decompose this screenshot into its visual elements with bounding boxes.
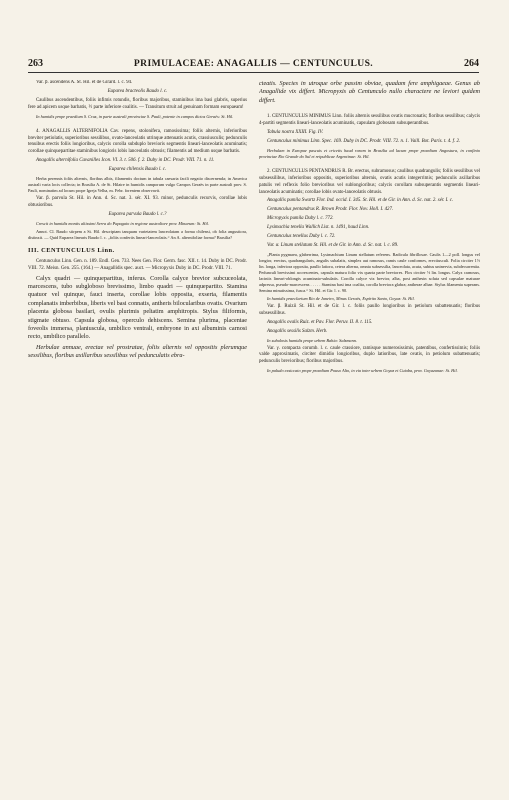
text-paragraph: Caulibus ascendentibus, foliis infimis rotundis, floribus majoribus, staminibus ima basi glabris, superius fere ad apicem usque barbatis, ½ parte inferiore coalitis. — Transitum struit ad genuinam formam europaeam! xyxy=(28,97,247,110)
text-paragraph: Calyx quadri — quinquepartitus, inferus. Corolla calyce brevior subcuceolata, marcescens, tubo subgloboso brevissimo, limbo quadri — quinquepartito. Stamina quatuor vel quinque, fauci inserta, corollae lobis opposita, exserta, filamentis complanatis imberbibus, liberis vel basi connatis, antheris bilocularibus ovatis. Ovarium placenta globosa basilari, ovulis plurimis peltatim amphitropis. Stylus filiformis, stigmate obtuso. Capsula globosa, operculo dehiscens. Semina plurima, placentae foveolis immersa, planiuscula, umbilico ventrali, embryone in axi albuminis carnosi recto, umbilico parallelo. xyxy=(28,274,247,341)
text-paragraph: Lysimachia tenella Wallich List. n. 1491, haud Linn. xyxy=(267,225,370,231)
paragraph-gap xyxy=(28,122,247,127)
text-paragraph: Var. β. Ruizii St. Hil. et de Gir. l. c. foliis paullo longioribus in petiolum subattenuatis; floribus subsessilibus. xyxy=(259,303,480,316)
text-paragraph: Anagallis alternifolia Cavanilles Icon. VI. 3. t. 506. f. 2. Duby in DC. Prodr. VIII. 71. n. 11. xyxy=(36,158,215,164)
left-column xyxy=(28,80,247,363)
text-paragraph: Anagallis pumila Swartz Flor. Ind. occid. I. 345. St. Hil. et de Gir. in Ann. d. Sc. nat. 2. sér. I. c. xyxy=(267,198,454,204)
text-paragraph: Crescit in humidis montis altissimi Serra do Papagaio in regione australiore prov. Minarum: St. Hil. xyxy=(36,220,209,226)
text-paragraph: In subulosis humidis prope urbem Bahia: Salzmann. xyxy=(267,337,357,343)
text-paragraph: Tabula nostra XXIII. Fig. IV. xyxy=(267,130,324,136)
text-paragraph: Herbulam in Europae pascuis et cricetis haud raram in Brasilia ad lacum prope praedium Angostura, in confinio provinciae Rio Grande do Sul et reipublicae Argentinae: St. Hil. xyxy=(259,147,480,159)
section-heading: III. CENTUNCULUS Linn. xyxy=(28,246,115,254)
paragraph-gap xyxy=(259,107,480,112)
text-paragraph: Centunculus minimus Linn. Spec. 169. Duby in DC. Prodr. VIII. 72. n. 1. Vaill. Bot. Paris. t. 4. f. 2. xyxy=(267,138,461,144)
text-paragraph: „Planta pygmaea, glaberrima, Lysimachium Linum stellatum referens. Radicula fibrillosae. Caulis 1—2 poll. longus vel longior, erectus, quadrangularis, angulis subalatis, simplex aut ramosus, ramis caule conformes, erectiusculi. Folia circiter 1½ lin. longa, inferiora opposita, paullo latiora, cetera alterna, omnia subsessilia, lanceolata, acuta, subtus uninervia, subdecurrentia. Pedunculi brevissimi accrescentes, capsula matura folio vix quarta parte breviores. Flos circiter ½ lin. longus. Calyx carnosus, laciniis lineari-oblongis acuminato-subulatis. Corolla calyce vix brevior, alba, post anthesin soluta sed capsulae maturae adpressa, pseudo-marcescens . . . . . Stamina basi ima coalita, corolla breviora glabra; antherae albae. Stylus filamenta superans. Semina minutissima, fusca.“ St. Hil. et Gir. l. c. 90. xyxy=(259,251,480,293)
text-paragraph: Euparea parvula Baudo l. c.? xyxy=(108,211,167,217)
text-paragraph: Var. β. ascendens A. St. Hil. et de Girard. l. c. 94. xyxy=(36,80,133,85)
text-paragraph: 1. CENTUNCULUS MINIMUS Linn. foliis alternis sessilibus ovatis mucronatis; floribus sessilibus; calycis 4-partiti segmentis lineari-lanceolatis acuminatis, capsulam globosam subsuperantibus. xyxy=(259,114,480,127)
text-paragraph: Anagallis ovalis Ruiz. et Pav. Flor. Peruv. II. 8. t. 115. xyxy=(267,319,373,325)
text-paragraph: Var. α. Linum stellatum St. Hil. et de Gir. in Ann. d. Sc. nat. l. c. 89. xyxy=(267,243,399,248)
text-paragraph: Herba perennis foliis alternis, floribus albis, filamentis doctum in tabula caesaria facili negatio discernenda; in America australi varia locis collecta; in Brasilia A. de St. Hilaire in humidis camporum vulgo Campos Geraës in parte australi prov. S. Pauli, nominatim ad locum prope Igreja Velha, m. Febr. forentem observavit. xyxy=(28,176,247,194)
text-paragraph: In humidis prope praedium S. Cruz, in parte australi provinciae S. Pauli, potente in campos dictos Geraës: St. Hil. xyxy=(36,113,234,119)
text-paragraph: Euparea bracteolis Baudo l. c. xyxy=(107,88,168,94)
text-paragraph: 2. CENTUNCULUS PENTANDRUS R. Br. erectus, subramosus; caulibus quadrangulis; foliis sessilibus vel subsessilibus, inferioribus oppositis, superioribus alternis, ovatis acutis integerrimis; pedunculis axillaribus patulis vel reflexis folio brevioribus vel sublongioribus; calycis corollam subsuperantis segmentis lineari-lanceolatis acuminatis; corollae lobis ovato-lanceolatis obtusis. xyxy=(259,168,480,195)
text-paragraph: Annot. Cl. Baudo stirpem a St. Hil. descriptam tanquam varietatem lanceolatam a forma chilensi, ob folia angustiora, distinxit. — Quid Euparea linearis Baudo l. c. „foliis confertis lineari-lanceolatis.“ An A. alternifoliae forma? Brasilia? xyxy=(28,228,247,240)
text-paragraph: Herbulae annuae, erectae vel prostratae, foliis alternis vel oppositis plerumque sessilibus, floribus axillaribus sessilibus vel pedunculatis ebra- xyxy=(28,343,247,360)
text-paragraph: In paludo exsiccato prope praedium Pouso Alto, in via inter urbem Goyaz et Cuiaba, prov. Goyazanae: St. Hil. xyxy=(267,368,458,374)
text-paragraph: cteatis. Species in utroque orbe passim obviae, quadam fere amphigaeae. Genus ab Anagallide vix differt. Micropyxis ab Centunculo nullo charactere ne leviori quidem differt. xyxy=(259,80,480,104)
page-number-left: 263 xyxy=(28,58,43,69)
text-paragraph: Micropyxis pumila Duby l. c. 772. xyxy=(267,216,334,222)
text-paragraph: Euparea chilensis Baudo l. c. xyxy=(108,167,167,173)
paragraph-gap xyxy=(259,162,480,167)
text-paragraph: Anagallis sessilis Salzm. Herb. xyxy=(267,328,328,334)
running-title: PRIMULACEAE: ANAGALLIS — CENTUNCULUS. xyxy=(133,58,374,69)
page-header xyxy=(28,58,479,73)
text-paragraph: 4. ANAGALLIS ALTERNIFOLIA Cav. repens, stolonifera, ramosissima; foliis alternis, inferioribus breviter petiolatis, superioribus sessilibus, ovato-lanceolatis utrinque attenuatis acutis, crassiusculis; pedunculis tenuibus erectis foliis longioribus, calycis corolla subduplo brevioris segmentis lineari-lanceolatis acuminatis; corollae quinquepartitae staminibus longioris lobis lanceolatis obtusis; filamentis ad medium usque barbatis. xyxy=(28,128,247,155)
right-column xyxy=(259,80,480,376)
text-paragraph: Centunculus tenellus Duby l. c. 72. xyxy=(267,234,336,240)
text-paragraph: Centunculus pentandrus R. Brown Prodr. Flor. Nov. Holl. I. 427. xyxy=(267,207,394,213)
text-paragraph: In humidis praeclarium Rio de Janeiro, Minas Geraës, Espírito Santo, Goyaz: St. Hil. xyxy=(267,295,415,301)
text-paragraph: Var. γ. compacta corumb. l. c. caule crassiore, ramisque numerosissimis, patentibus, confertissimis; foliis valde approximatis, circiter dimidio longioribus, duplo latioribus, late ovatis, in petiolum subattenuatis; pedunculis brevioribus; floribus majoribus. xyxy=(259,345,480,365)
text-paragraph: Var. β. parvula St. Hil. in Ann. d. Sc. nat. 3. sér. XI. 93. minor, pedunculis recurvis, corollae lobis obtusioribus. xyxy=(28,196,247,208)
text-paragraph: Centunculus Linn. Gen. n. 189. Endl. Gen. 733. Nees Gen. Flor. Germ. fasc. XII. t. 14. Duby in DC. Prodr. VIII. 72. Meisn. Gen. 255. (164.) — Anagallidis spec. auct. — Micropyxis Duby in DC. Prodr. VIII. 71. xyxy=(28,258,247,271)
page-number-right: 264 xyxy=(464,58,479,69)
